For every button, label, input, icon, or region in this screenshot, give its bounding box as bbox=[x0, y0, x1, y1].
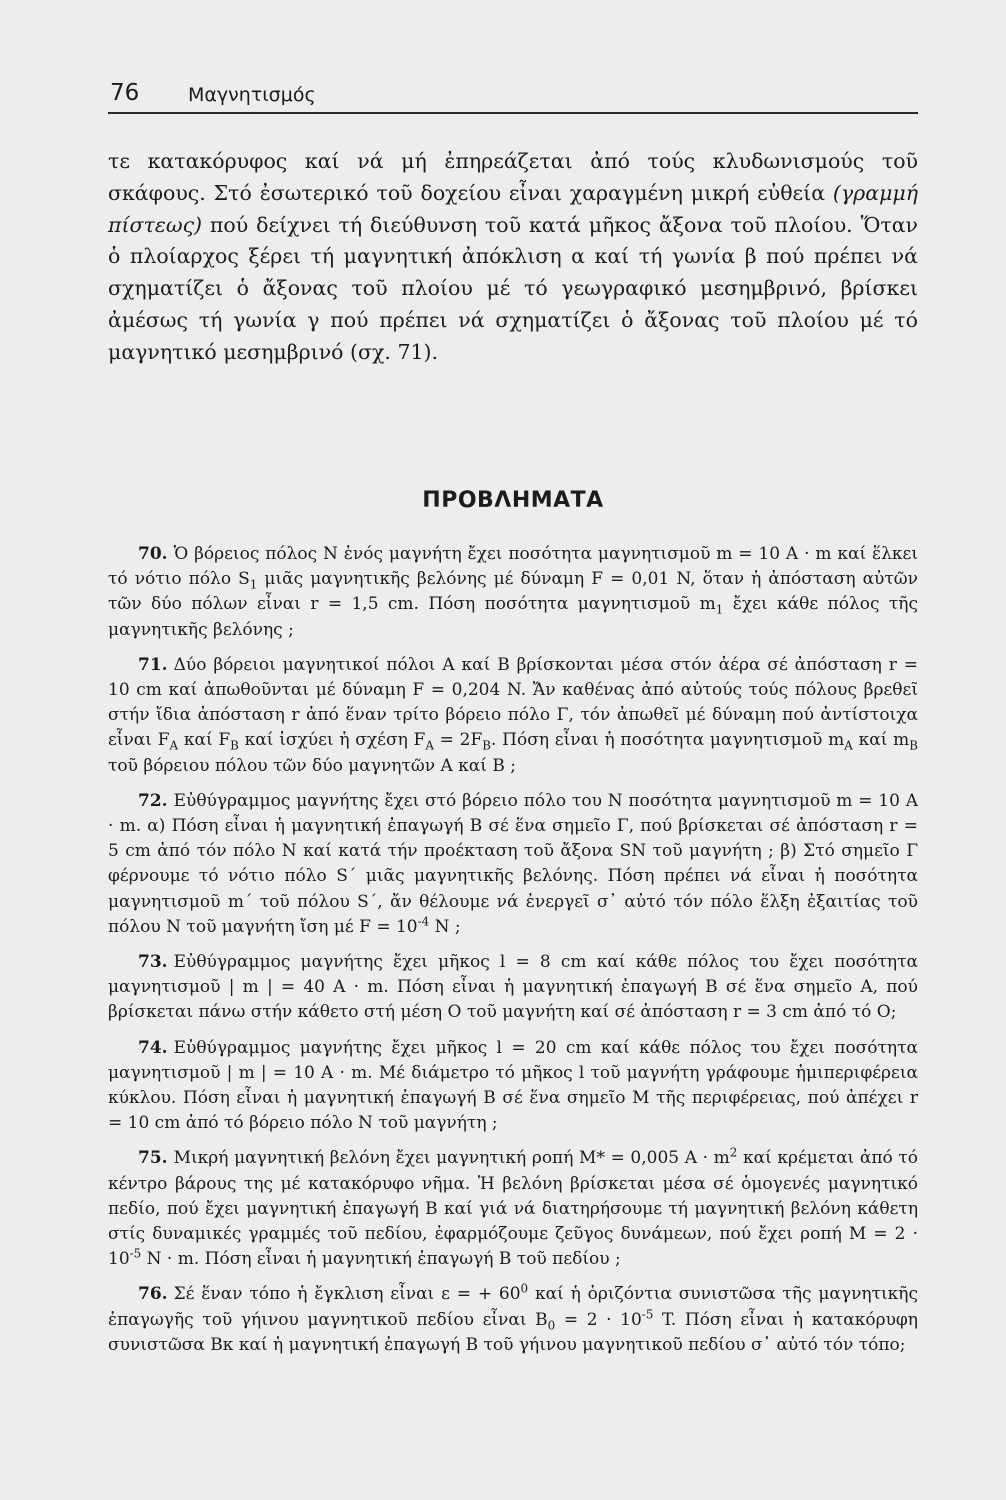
problem-text: καί F bbox=[178, 730, 231, 751]
problem-text: καί m bbox=[852, 730, 910, 751]
problem-73 bbox=[108, 950, 918, 1026]
problem-text: Εὐθύγραμμος μαγνήτης ἔχει μῆκος l = 8 cm καί κάθε πόλος του ἔχει ποσότητα μαγνητισμοῦ | m | = 40 A · m. Πόση εἶναι ἡ μαγνητική ἐπαγωγή B σέ ἕνα σημεῖο A, πού βρίσκεται πάνω στήν κάθετο στή μέση O τοῦ μαγνήτη καί σέ ἀπόσταση r = 3 cm ἀπό τό O; bbox=[108, 952, 918, 1023]
superscript: -4 bbox=[417, 914, 430, 929]
intro-text-continued: πού δείχνει τή διεύθυνση τοῦ κατά μῆκος ἄξονα τοῦ πλοίου. Ὅταν ὁ πλοίαρχος ξέρει τή μαγνητική ἀπόκλιση α καί τή γωνία β πού πρέπει νά σχηματίζει ὁ ἄξονας τοῦ πλοίου μέ τό γεωγραφικό μεσημβρινό, βρίσκει ἀμέσως τή γωνία γ πού πρέπει νά σχηματίζει ὁ ἄξονας τοῦ πλοίου μέ τό μαγνητικό μεσημβρινό (σχ. 71). bbox=[108, 212, 918, 364]
subscript: 0 bbox=[547, 1318, 556, 1333]
subscript: B bbox=[230, 738, 239, 753]
problem-number: 71. bbox=[138, 654, 168, 675]
problem-text: ἔχει κάθε πόλος τῆς μαγνητικῆς βελόνης ; bbox=[108, 594, 918, 640]
problem-text: μιᾶς μαγνητικῆς βελόνης μέ δύναμη F = 0,01 N, ὅταν ἡ ἀπόσταση αὐτῶν τῶν δύο πόλων εἶναι r = 1,5 cm. Πόση ποσότητα μαγνητισμοῦ m bbox=[108, 569, 918, 615]
subscript: B bbox=[909, 738, 919, 753]
subscript: 1 bbox=[715, 602, 724, 617]
problem-text: Εὐθύγραμμος μαγνήτης ἔχει στό βόρειο πόλο του N ποσότητα μαγνητισμοῦ m = 10 A · m. α) Πόση εἶναι ἡ μαγνητική ἐπαγωγή B σέ ἕνα σημεῖο Γ, πού βρίσκεται σέ ἀπόσταση r = 5 cm ἀπό τόν πόλο N καί κατά τήν προέκταση τοῦ ἄξονα SN τοῦ μαγνήτη ; β) Στό σημεῖο Γ φέρνουμε τό νότιο πόλο S΄ μιᾶς μαγνητικῆς βελόνης. Πόση πρέπει νά εἶναι ἡ ποσότητα μαγνητισμοῦ m΄ τοῦ πόλου S΄, ἄν θέλουμε νά ἐνεργεῖ σ᾿ αὐτό τόν πόλο ἕλξη ἐξαιτίας τοῦ πόλου N τοῦ μαγνήτη ἴση μέ F = 10 bbox=[108, 790, 918, 937]
section-heading: ΠΡΟΒΛΗΜΑΤΑ bbox=[422, 488, 604, 513]
superscript: -5 bbox=[129, 1246, 142, 1261]
intro-paragraph bbox=[108, 146, 918, 369]
problem-text: = 2F bbox=[433, 730, 483, 751]
subscript: B bbox=[482, 738, 492, 753]
problem-number: 70. bbox=[138, 544, 168, 564]
problem-number: 74. bbox=[138, 1037, 168, 1058]
page-number: 76 bbox=[110, 80, 140, 106]
problem-text: N · m. Πόση εἶναι ἡ μαγνητική ἐπαγωγή B τοῦ πεδίου ; bbox=[141, 1249, 621, 1270]
problem-number: 72. bbox=[138, 790, 168, 811]
subscript: A bbox=[425, 738, 434, 753]
page-header bbox=[108, 78, 918, 114]
problem-number: 75. bbox=[138, 1148, 168, 1169]
subscript: A bbox=[169, 738, 179, 753]
problem-text: Δύο βόρειοι μαγνητικοί πόλοι A καί B βρίσκονται μέσα στόν ἀέρα σέ ἀπόσταση r = 10 cm καί ἀπωθοῦνται μέ δύναμη F = 0,204 N. Ἄν καθένας ἀπό αὐτούς τούς πόλους βρεθεῖ στήν ἴδια ἀπόσταση r ἀπό ἕναν τρίτο βόρειο πόλο Γ, τόν ἀπωθεῖ μέ δύναμη πού ἀντίστοιχα εἶναι F bbox=[108, 654, 918, 751]
problem-number: 76. bbox=[138, 1284, 168, 1305]
problem-text: Μικρή μαγνητική βελόνη ἔχει μαγνητική ροπή M* = 0,005 A · m bbox=[173, 1148, 730, 1169]
problem-text: T. Πόση εἶναι ἡ κατακόρυφη συνιστῶσα Bκ καί ἡ μαγνητική ἐπαγωγή B τοῦ γήινου μαγνητικοῦ πεδίου σ᾿ αὐτό τόν τόπο; bbox=[108, 1309, 918, 1355]
running-title: Μαγνητισμός bbox=[188, 84, 316, 106]
problem-text: Εὐθύγραμμος μαγνήτης ἔχει μῆκος l = 20 cm καί κάθε πόλος του ἔχει ποσότητα μαγνητισμοῦ | m | = 10 A · m. Μέ διάμετρο τό μῆκος l τοῦ μαγνήτη γράφουμε ἡμιπεριφέρεια κύκλου. Πόση εἶναι ἡ μαγνητική ἐπαγωγή B σέ ἕνα σημεῖο M τῆς περιφέρειας, πού ἀπέχει r = 10 cm ἀπό τό βόρειο πόλο N τοῦ μαγνήτη ; bbox=[108, 1037, 918, 1134]
problem-text: καί κρέμεται ἀπό τό κέντρο βάρους της μέ κατακόρυφο νῆμα. Ἡ βελόνη βρίσκεται μέσα σέ ὁμογενές μαγνητικό πεδίο, πού ἔχει μαγνητική ἐπαγωγή B καί γιά νά διατηρήσουμε τή μαγνητική βελόνη κάθετη στίς δυναμικές γραμμές τοῦ πεδίου, ἐφαρμόζουμε ζεῦγος δυνάμεων, πού ἔχει ροπή M = 2 · 10 bbox=[108, 1148, 918, 1270]
problem-text: = 2 · 10 bbox=[555, 1309, 642, 1330]
problem-74 bbox=[108, 1036, 918, 1137]
problem-text: Σέ ἕναν τόπο ἡ ἔγκλιση εἶναι ε = + 60 bbox=[173, 1284, 521, 1305]
superscript: 0 bbox=[520, 1281, 529, 1296]
problem-text: καί ἰσχύει ἡ σχέση F bbox=[238, 730, 426, 751]
problem-70 bbox=[108, 542, 918, 643]
problem-76 bbox=[108, 1282, 918, 1358]
problem-text: Ὁ βόρειος πόλος N ἑνός μαγνήτη ἔχει ποσότητα μαγνητισμοῦ m = 10 A · m καί ἕλκει τό νότιο πόλο S bbox=[108, 544, 918, 590]
superscript: 2 bbox=[729, 1145, 738, 1160]
problem-75 bbox=[108, 1146, 918, 1272]
problem-text: . Πόση εἶναι ἡ ποσότητα μαγνητισμοῦ m bbox=[491, 730, 845, 751]
problem-list bbox=[108, 542, 918, 1368]
intro-text: τε κατακόρυφος καί νά μή ἐπηρεάζεται ἀπό τούς κλυδωνισμούς τοῦ σκάφους. Στό ἐσωτερικό τοῦ δοχείου εἶναι χαραγμένη μικρή εὐθεία bbox=[108, 149, 918, 205]
subscript: A bbox=[844, 738, 853, 753]
subscript: 1 bbox=[249, 577, 258, 592]
problem-71 bbox=[108, 653, 918, 779]
intro-term: (γραμμή πίστεως) bbox=[108, 180, 918, 237]
problem-text: N ; bbox=[429, 916, 461, 937]
problem-text: τοῦ βόρειου πόλου τῶν δύο μαγνητῶν A καί B ; bbox=[108, 755, 516, 776]
problem-number: 73. bbox=[138, 952, 168, 973]
problem-text: καί ἡ ὁριζόντια συνιστῶσα τῆς μαγνητικῆς ἐπαγωγῆς τοῦ γήινου μαγνητικοῦ πεδίου εἶναι B bbox=[108, 1284, 918, 1330]
problem-72 bbox=[108, 789, 918, 940]
superscript: -5 bbox=[641, 1307, 654, 1322]
